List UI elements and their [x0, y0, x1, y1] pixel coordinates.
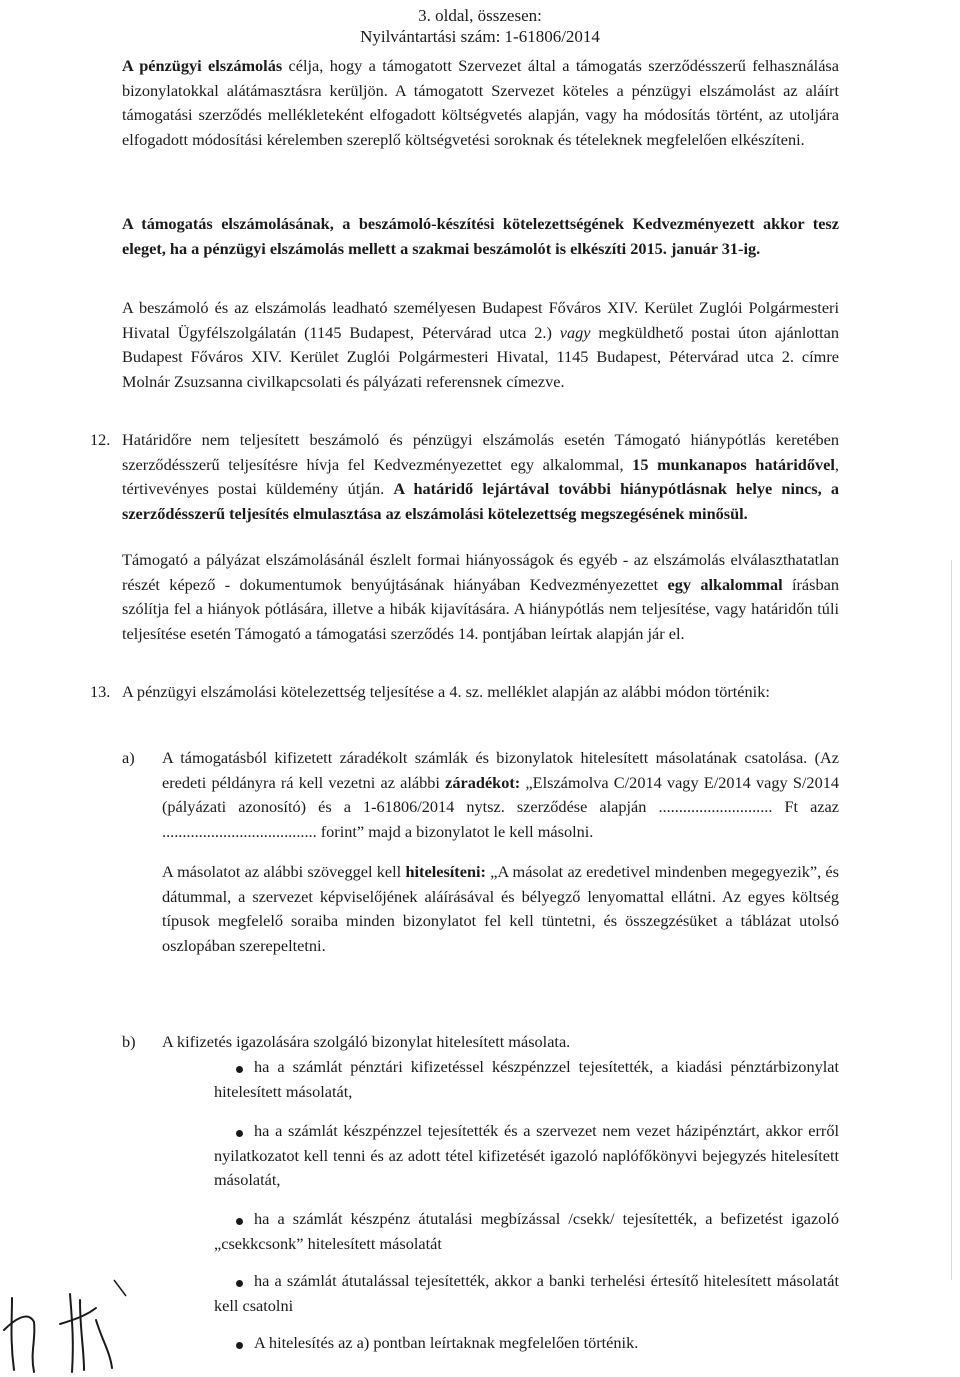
paragraph-deadline: A támogatás elszámolásának, a beszámoló-készítési kötelezettségének Kedvezményezett akkor tesz eleget, ha a pénzügyi elszámolás mellett a szakmai beszámolót is elkészíti 2015. január 31-ig.: [122, 214, 839, 258]
paragraph-a-certification: A másolatot az alábbi szöveggel kell hitelesíteni: „A másolat az eredetivel mindenben megegyezik”, és dátummal, a szervezet képviselőjének aláírásával és bélyegző lenyomattal ellátni. Az egyes költség típusok megfelelő soraiba minden bizonylatot fel kell tüntetni, és összegzésüket a táblázat utolsó oszlopában szerepeltetni.: [162, 862, 839, 955]
paragraph-submission: A beszámoló és az elszámolás leadható személyesen Budapest Főváros XIV. Kerület Zuglói Polgármesteri Hivatal Ügyfélszolgálatán (1145 Budapest, Pétervárad utca 2.) vagy megküldhető postai úton ajánlottan Budapest Főváros XIV. Kerület Zuglói Polgármesteri Hivatal, 1145 Budapest, Pétervárad utca 2. címre Molnár Zsuzsanna civilkapcsolati és pályázati referensnek címezve.: [122, 298, 839, 391]
bullet-item: ha a számlát készpénzzel tejesítették és a szervezet nem vezet házipénztárt, akkor erről nyilatkozatot kell tenni és az adott tétel kifizetését igazoló naplófőkönyvi bejegyzés hitelesített másolatát,: [214, 1121, 839, 1189]
page-number: 3. oldal, összesen:: [418, 6, 542, 25]
item-number-13: 13.: [90, 682, 111, 701]
bullet-item: ha a számlát átutalással tejesítették, akkor a banki terhelési értesítő hitelesített másolatát kell csatolni: [214, 1271, 839, 1315]
paragraph-a: A támogatásból kifizetett záradékolt számlák és bizonylatok hitelesített másolatának csatolása. (Az eredeti példányra rá kell vezetni az alábbi záradékot: „Elszámolva C/2014 vagy E/2014 vagy S/2014 (pályázati azonosító) és a 1-61806/2014 nytsz. szerződése alapján ............................ Ft azaz ...................................... forint” majd a bizonylatot le kell másolni.: [162, 748, 839, 841]
signature-initials-icon: [0, 1280, 130, 1377]
pen-mark-icon: [112, 1278, 130, 1298]
registration-number: Nyilvántartási szám: 1-61806/2014: [360, 27, 600, 46]
paragraph-12: Határidőre nem teljesített beszámoló és pénzügyi elszámolás esetén Támogató hiánypótlás keretében szerződésszerű teljesítésre hívja fel Kedvezményezettet egy alkalommal, 15 munkanapos határidővel, tértivevényes postai küldemény útján. A határidő lejártával további hiánypótlásnak helye nincs, a szerződésszerű teljesítés elmulasztása az elszámolási kötelezettség megszegésének minősül.: [122, 430, 839, 523]
bullet-item: A hitelesítés az a) pontban leírtaknak megfelelően történik.: [254, 1333, 639, 1352]
margin-line: [951, 560, 952, 1280]
item-number-12: 12.: [90, 430, 111, 449]
paragraph-financial-settlement: A pénzügyi elszámolás célja, hogy a támogatott Szervezet által a támogatás szerződésszerű felhasználása bizonylatokkal alátámasztásra kerüljön. A támogatott Szervezet köteles a pénzügyi elszámolást az aláírt támogatási szerződés mellékleteként elfogadott költségvetés alapján, vagy ha módosítás történt, az utoljára elfogadott módosítási kérelemben szereplő költségvetési soroknak és tételeknek megfelelően elkészíteni.: [122, 56, 839, 149]
bullet-item: ha a számlát pénztári kifizetéssel készpénzzel tejesítették, a kiadási pénztárbizonylat hitelesített másolatát,: [214, 1057, 839, 1101]
paragraph-b: A kifizetés igazolására szolgáló bizonylat hitelesített másolata.: [162, 1032, 571, 1051]
item-label-a: a): [122, 748, 135, 767]
item-label-b: b): [122, 1032, 136, 1051]
bullet-item: ha a számlát készpénz átutalási megbízással /csekk/ tejesítették, a befizetést igazoló „csekkcsonk” hitelesített másolatát: [214, 1209, 839, 1253]
paragraph-13: A pénzügyi elszámolási kötelezettség teljesítése a 4. sz. melléklet alapján az alábbi módon történik:: [122, 682, 770, 701]
paragraph-12-continued: Támogató a pályázat elszámolásánál észlelt formai hiányosságok és egyéb - az elszámolás elválaszthatatlan részét képező - dokumentumok benyújtásának hiányában Kedvezményezettet egy alkalommal írásban szólítja fel a hiányok pótlására, illetve a hibák kijavítására. A hiánypótlás nem teljesítése, vagy határidőn túli teljesítése esetén Támogató a támogatási szerződés 14. pontjában leírtak alapján jár el.: [122, 550, 839, 643]
